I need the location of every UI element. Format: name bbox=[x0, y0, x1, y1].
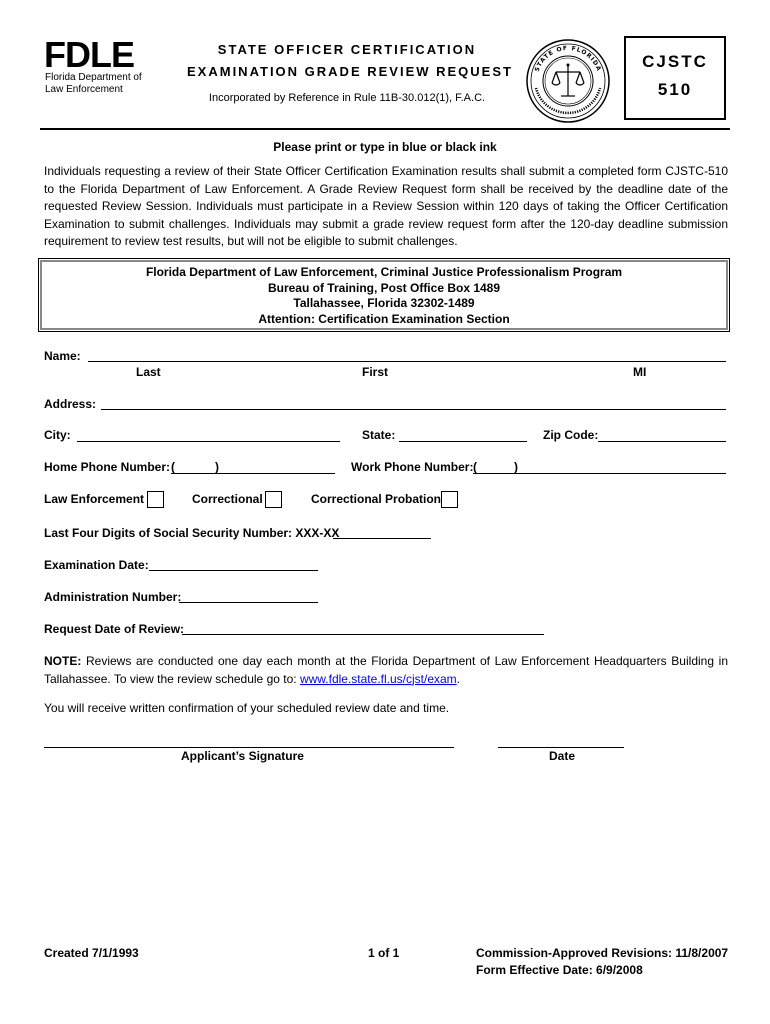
home-phone-area-open: ( bbox=[171, 460, 175, 474]
admin-number-input-line[interactable] bbox=[179, 602, 318, 603]
mailing-line4: Attention: Certification Examination Section bbox=[258, 311, 510, 326]
form-number-box bbox=[624, 36, 726, 120]
work-phone-input-line[interactable] bbox=[473, 473, 726, 474]
signature-input-line[interactable] bbox=[44, 747, 454, 748]
work-phone-label: Work Phone Number: bbox=[351, 460, 474, 474]
name-first-caption: First bbox=[362, 365, 389, 379]
name-label: Name: bbox=[44, 349, 81, 363]
state-seal-icon bbox=[525, 38, 611, 124]
work-phone-area-close: ) bbox=[514, 460, 518, 474]
signature-caption: Applicant’s Signature bbox=[181, 749, 304, 763]
exam-date-input-line[interactable] bbox=[149, 570, 318, 571]
ssn-input-line[interactable] bbox=[333, 538, 431, 539]
law-enforcement-checkbox[interactable] bbox=[147, 491, 164, 508]
exam-date-label: Examination Date: bbox=[44, 558, 149, 572]
page-number: 1 of 1 bbox=[368, 946, 400, 960]
correctional-label: Correctional bbox=[192, 492, 263, 506]
confirmation-text: You will receive written confirmation of your scheduled review date and time. bbox=[44, 701, 450, 715]
mailing-address-box bbox=[38, 258, 730, 332]
law-enforcement-label: Law Enforcement bbox=[44, 492, 145, 506]
correctional-probation-label: Correctional Probation bbox=[311, 492, 442, 506]
effective-date: Form Effective Date: 6/9/2008 bbox=[476, 963, 643, 977]
form-number-line1: CJSTC bbox=[642, 52, 708, 71]
form-title-line1: STATE OFFICER CERTIFICATION bbox=[217, 42, 477, 57]
request-date-input-line[interactable] bbox=[182, 634, 544, 635]
intro-paragraph: Individuals requesting a review of their State Officer Certification Examination results shall submit a completed form CJSTC-510 to the Florida Department of Law Enforcement. A Grade Review Request form shall be received by the deadline date of the requested Review Session. Individuals must participate in a Review Session within 120 days of taking the Officer Certification Examination to submit challenges. Individuals may submit a grade review request form after the 120-day deadline submission requirement to review test results, but will not be eligible to submit challenges. bbox=[44, 164, 728, 249]
zip-label: Zip Code: bbox=[543, 428, 599, 442]
home-phone-label: Home Phone Number: bbox=[44, 460, 171, 474]
created-date: Created 7/1/1993 bbox=[44, 946, 139, 960]
header-divider bbox=[40, 128, 730, 130]
city-input-line[interactable] bbox=[77, 441, 340, 442]
home-phone-input-line[interactable] bbox=[171, 473, 335, 474]
home-phone-area-close: ) bbox=[215, 460, 219, 474]
incorporated-reference: Incorporated by Reference in Rule 11B-30.012(1), F.A.C. bbox=[208, 92, 486, 104]
address-label: Address: bbox=[44, 397, 97, 411]
revision-date: Commission-Approved Revisions: 11/8/2007 bbox=[476, 946, 729, 960]
mailing-line1: Florida Department of Law Enforcement, Criminal Justice Professionalism Program bbox=[145, 265, 623, 279]
ssn-label: Last Four Digits of Social Security Number: XXX-XX bbox=[44, 526, 340, 540]
name-mi-caption: MI bbox=[633, 365, 647, 379]
mailing-line3: Tallahassee, Florida 32302-1489 bbox=[293, 296, 475, 310]
request-date-label: Request Date of Review: bbox=[44, 622, 185, 636]
note-paragraph: NOTE: Reviews are conducted one day each month at the Florida Department of Law Enforcement Headquarters Building in Tallahassee. To view the review schedule go to: www.fdle.state.fl.us/cjst/exam. bbox=[44, 654, 728, 686]
correctional-checkbox[interactable] bbox=[265, 491, 282, 508]
mailing-line2: Bureau of Training, Post Office Box 1489 bbox=[267, 280, 501, 295]
date-input-line[interactable] bbox=[498, 747, 624, 748]
agency-name: Florida Department of Law Enforcement bbox=[45, 72, 142, 95]
work-phone-area-open: ( bbox=[473, 460, 477, 474]
note-text: Reviews are conducted one day each month at the Florida Department of Law Enforcement Headquarters Building in Tallahassee. To view the review schedule go to: bbox=[44, 654, 728, 686]
state-label: State: bbox=[362, 428, 396, 442]
state-input-line[interactable] bbox=[399, 441, 527, 442]
seal-text: STATE OF FLORIDA bbox=[533, 44, 603, 73]
address-input-line[interactable] bbox=[101, 409, 726, 410]
admin-number-label: Administration Number: bbox=[44, 590, 182, 604]
name-input-line[interactable] bbox=[88, 361, 726, 362]
review-schedule-link[interactable]: www.fdle.state.fl.us/cjst/exam bbox=[299, 671, 457, 686]
city-label: City: bbox=[44, 428, 71, 442]
name-last-caption: Last bbox=[136, 365, 161, 379]
note-label: NOTE: bbox=[44, 654, 82, 668]
fdle-logo bbox=[44, 34, 134, 75]
correctional-probation-checkbox[interactable] bbox=[441, 491, 458, 508]
zip-input-line[interactable] bbox=[598, 441, 726, 442]
form-title-line2: EXAMINATION GRADE REVIEW REQUEST bbox=[187, 64, 513, 79]
form-number-line2: 510 bbox=[657, 80, 693, 99]
date-caption: Date bbox=[549, 749, 576, 763]
logo-text: FDLE bbox=[44, 34, 134, 75]
ink-instruction: Please print or type in blue or black ink bbox=[273, 140, 497, 154]
